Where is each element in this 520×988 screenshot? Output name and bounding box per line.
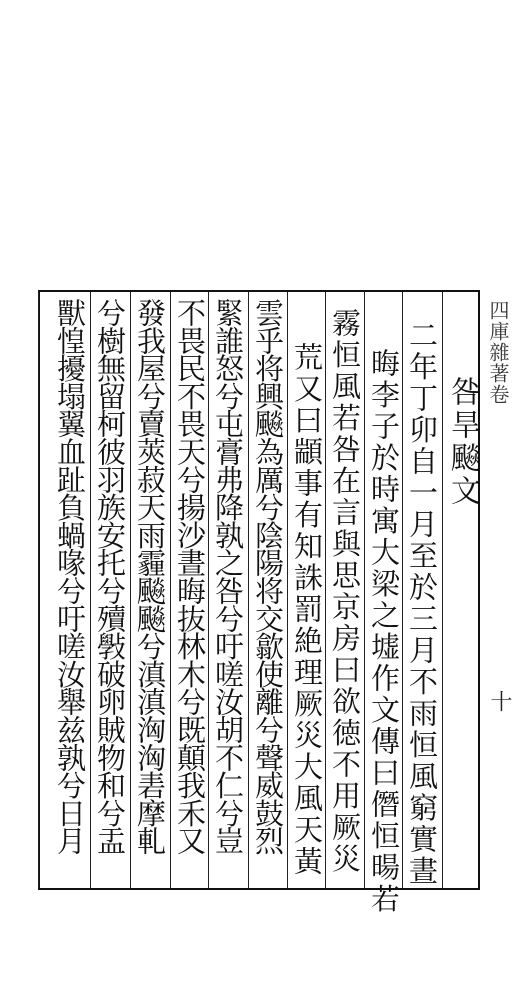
column-rule [208,292,209,888]
margin-page-mark: 十 [487,690,512,712]
column-rule [325,292,326,888]
text-column: 霧恒風若咎在言與思京房曰欲徳不用厥災 [328,308,362,875]
column-rule [248,292,249,888]
column-rule [130,292,131,888]
text-column: 不畏民不畏天兮揚沙晝晦抜林木兮既顛我禾又 [173,298,207,855]
text-column: 雲乎将興飈為厲兮陰陽将交歙使離兮聲威鼓烈 [251,298,285,855]
text-column: 晦李子於時寓大梁之墟作文傳曰僭恒暘若 [367,348,401,915]
column-rule [402,292,403,888]
text-column: 荒又曰顓事有知誅罰絶理厥災大風天黃 [290,342,324,878]
text-column: 二年丁卯自一月至於三月不雨恒風窮實晝 [405,320,439,887]
text-column: 獸惶擾塌翼血趾負蝸喙兮吁嗟汝舉兹孰兮日月 [53,298,87,855]
column-rule [90,292,91,888]
column-rule [442,292,443,888]
text-column-title: 咎旱飈文 [445,376,480,508]
text-column: 兮樹無留柯彼羽族安托兮殰斅破卵賊物和兮盂 [93,298,127,855]
margin-book-label: 四庫雜著卷 [486,300,510,405]
column-rule [287,292,288,888]
column-rule [170,292,171,888]
text-column: 發我屋兮賣莢菽天雨霾飈飈兮滇滇洶洶砉摩軋 [133,298,167,855]
column-rule [38,292,39,888]
text-column: 緊誰怒兮屯膏弗降孰之咎兮吁嗟汝胡不仁兮豈 [211,298,245,855]
column-rule [364,292,365,888]
